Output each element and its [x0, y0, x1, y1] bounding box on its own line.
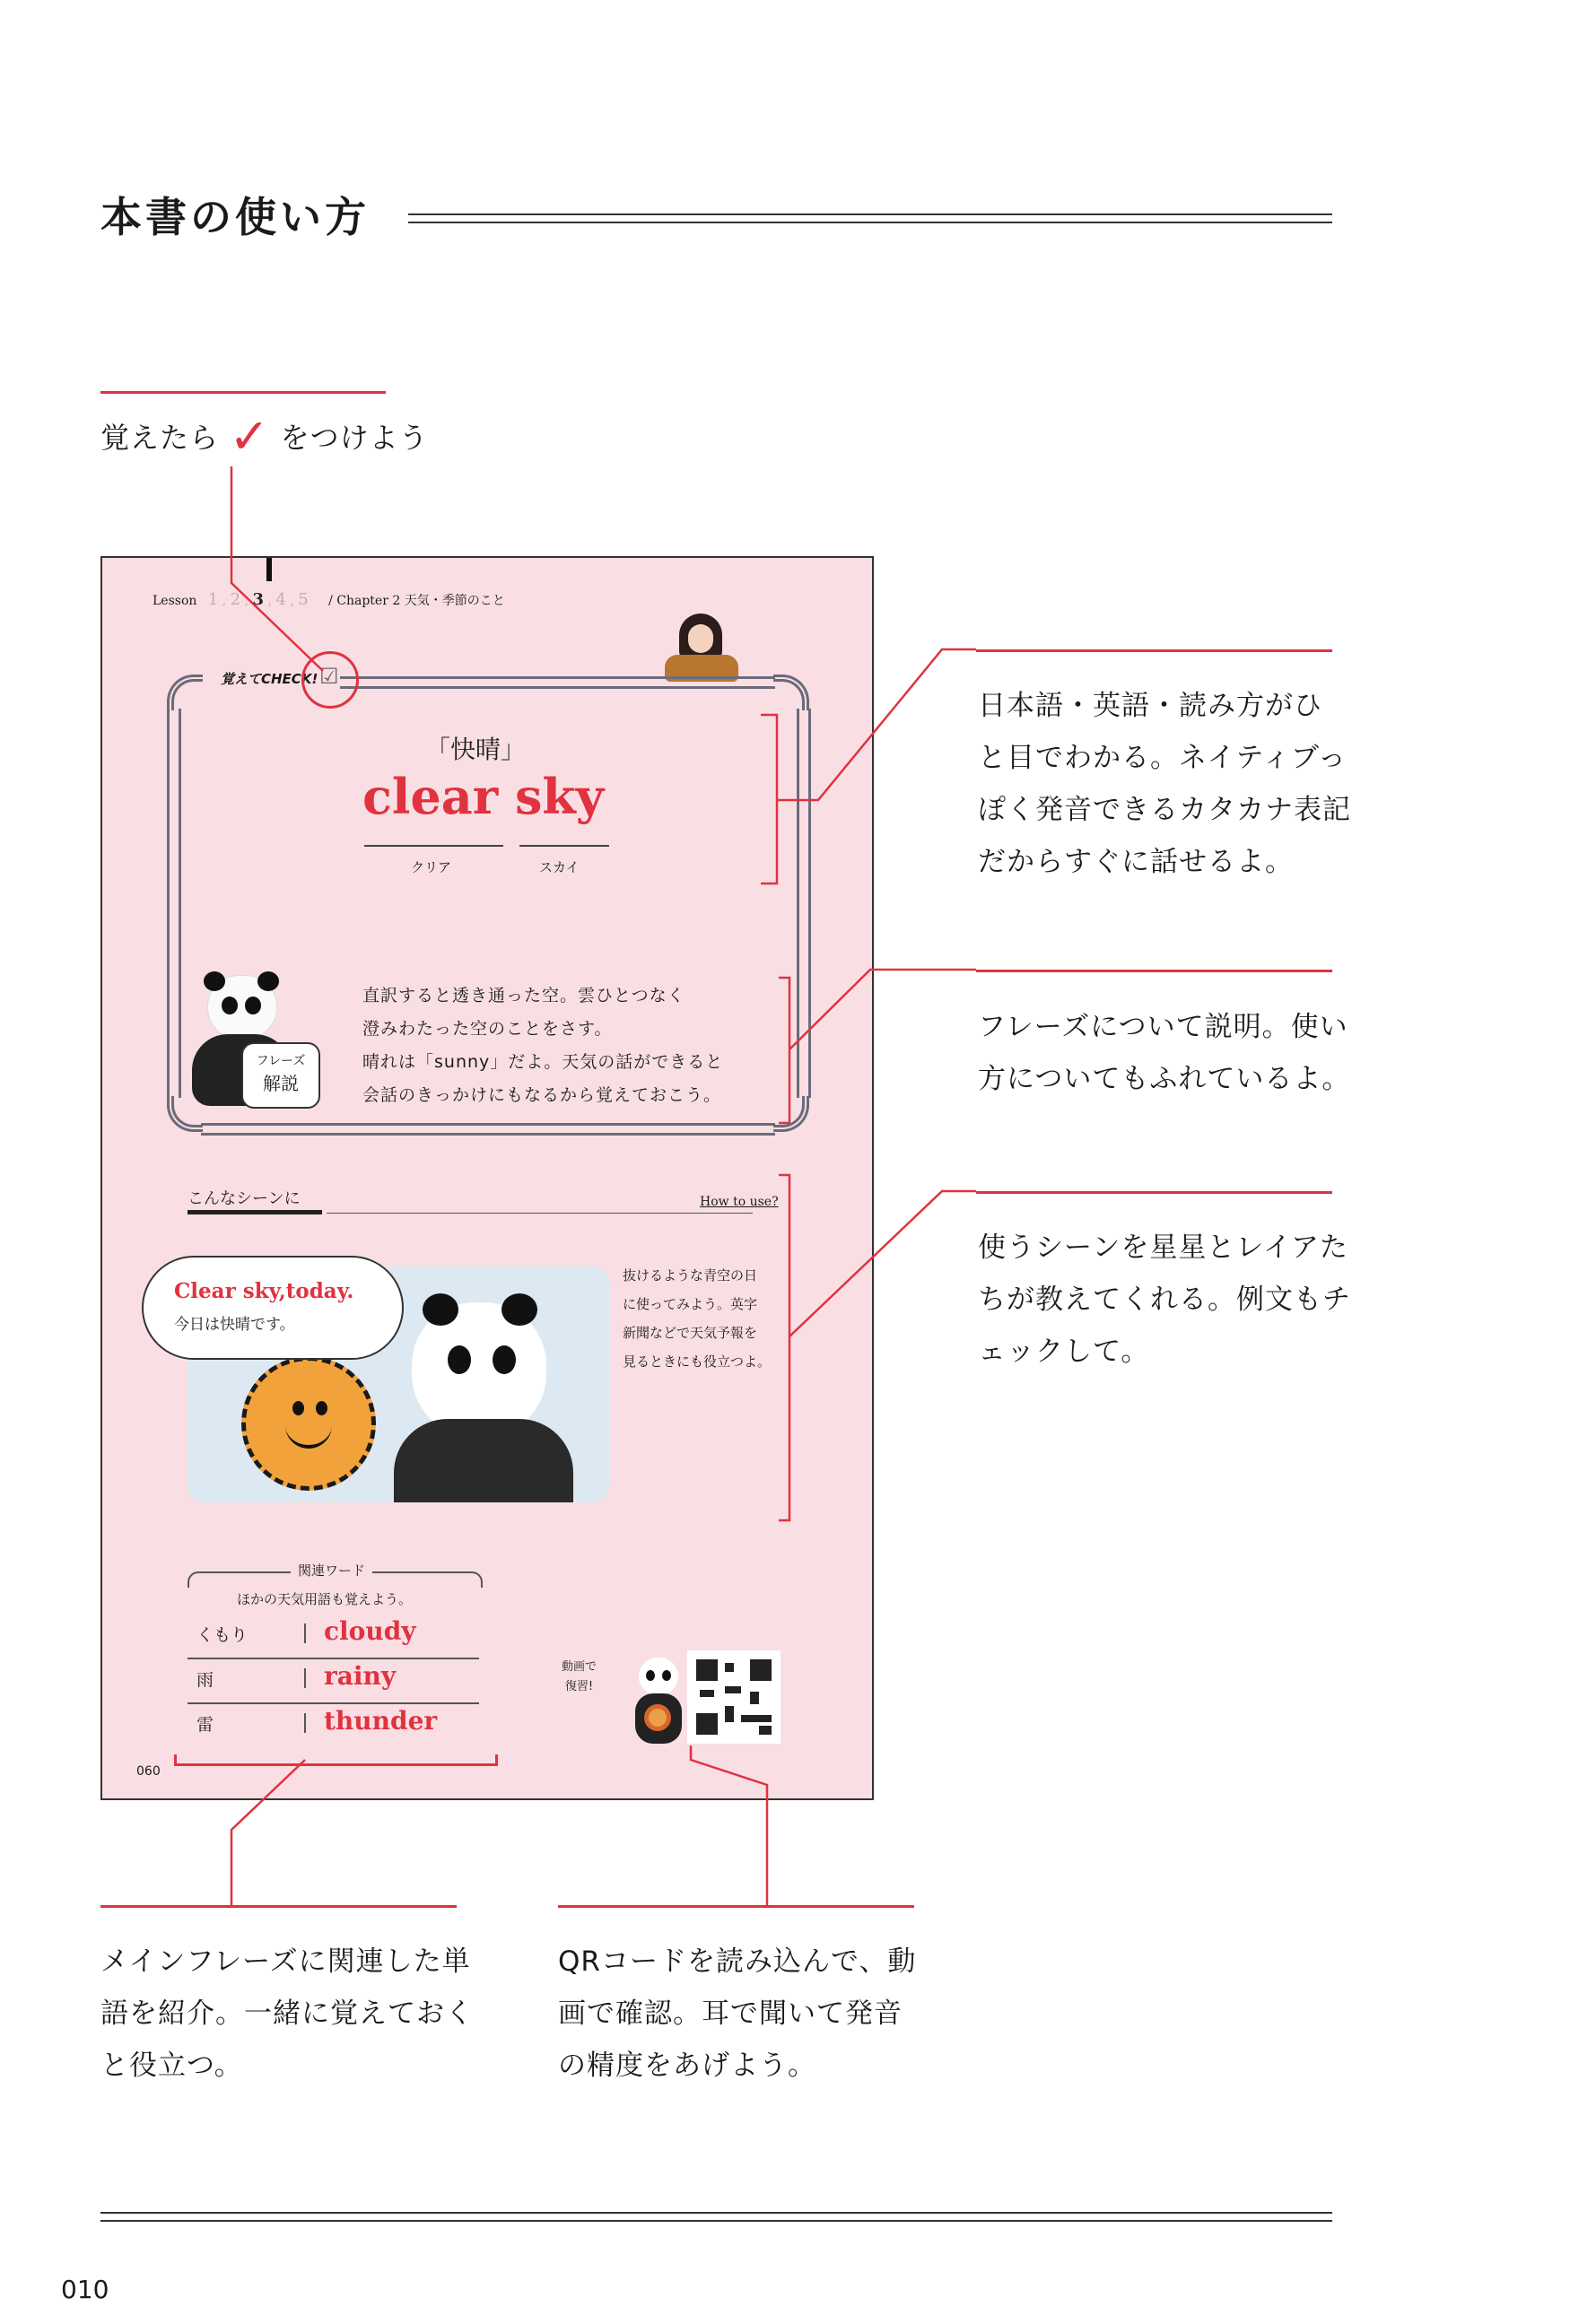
explain-badge-bottom: 解説	[263, 1073, 299, 1094]
related-en: rainy	[324, 1661, 397, 1691]
scene-note-line: に使ってみよう。英字	[623, 1296, 758, 1312]
scene-heading: こんなシーンに	[188, 1189, 301, 1208]
frame-corner	[773, 1096, 809, 1132]
annotation-rule-scene	[976, 1191, 1332, 1194]
annotation-line: 画で確認。耳で聞いて発音	[558, 1998, 903, 2030]
related-row	[188, 1702, 479, 1747]
lesson-sep: ,	[290, 594, 294, 608]
annotation-line: の精度をあげよう。	[558, 2050, 816, 2082]
frame-side	[167, 709, 181, 1098]
lesson-number[interactable]: 4	[275, 590, 286, 609]
annotation-line: 方についてもふれているよ。	[978, 1063, 1351, 1095]
explain-badge	[241, 1042, 320, 1109]
related-sep	[304, 1623, 306, 1643]
explanation-line: 会話のきっかけにもなるから覚えておこう。	[362, 1085, 722, 1105]
lesson-number[interactable]: 1	[207, 590, 219, 609]
scene-note-line: 抜けるような青空の日	[623, 1267, 758, 1284]
annotation-line: 使うシーンを星星とレイアた	[978, 1232, 1348, 1264]
lesson-sep: ,	[267, 594, 272, 608]
related-row	[188, 1613, 479, 1659]
annotation-line: フレーズについて説明。使い	[978, 1011, 1348, 1043]
check-label: 覚えてCHECK!	[221, 671, 318, 687]
check-highlight-ring	[301, 651, 359, 709]
reading-underline	[519, 845, 609, 847]
lesson-number-current[interactable]: 3	[252, 590, 265, 609]
related-ja: くもり	[196, 1625, 249, 1645]
annotation-line: メインフレーズに関連した単	[100, 1945, 471, 1978]
bubble-ja: 今日は快晴です。	[174, 1316, 295, 1334]
related-ja: 雷	[196, 1715, 214, 1735]
related-sub: ほかの天気用語も覚えよう。	[237, 1591, 413, 1607]
scene-note-line: 見るときにも役立つよ。	[623, 1353, 772, 1370]
related-bottom-bracket	[174, 1754, 498, 1766]
explanation-line: 直訳すると透き通った空。雲ひとつなく	[362, 986, 685, 1005]
lesson-header	[153, 590, 505, 609]
bookmark-tab	[266, 558, 272, 581]
page-number: 010	[61, 2275, 109, 2304]
annotation-rule-mid	[976, 970, 1332, 972]
annotation-line: だからすぐに話せるよ。	[978, 846, 1294, 878]
frame-corner	[773, 675, 809, 710]
related-ja: 雨	[196, 1670, 214, 1690]
lesson-number[interactable]: 5	[298, 590, 309, 609]
phrase-en: clear sky	[362, 768, 605, 825]
annotation-line: ェックして。	[978, 1336, 1150, 1368]
annotation-line: と役立つ。	[100, 2050, 243, 2082]
lesson-label: Lesson	[153, 594, 197, 608]
sample-page-number: 060	[136, 1764, 161, 1779]
bubble-en: Clear sky,today.	[174, 1279, 354, 1303]
frame-bottom-rule	[201, 1123, 775, 1136]
annotation-line: 語を紹介。一緒に覚えておく	[100, 1998, 474, 2030]
check-hint-after: をつけよう	[280, 421, 429, 455]
sun-sticker	[241, 1356, 376, 1491]
annotation-line: と目でわかる。ネイティブっ	[978, 742, 1348, 774]
related-en: cloudy	[324, 1616, 416, 1646]
annotation-line: ちが教えてくれる。例文もチ	[978, 1284, 1351, 1316]
phrase-ja: 「快晴」	[425, 735, 527, 764]
check-hint-before: 覚えたら	[100, 421, 220, 455]
related-sep	[304, 1668, 306, 1688]
check-hint-rule	[100, 391, 386, 394]
check-hint	[100, 408, 429, 465]
speech-bubble	[142, 1256, 404, 1360]
check-box-icon[interactable]: ☑	[319, 664, 339, 689]
scene-note	[623, 1261, 771, 1376]
mini-panda	[632, 1658, 685, 1747]
related-title: 関連ワード	[291, 1561, 372, 1580]
lesson-number[interactable]: 2	[230, 590, 241, 609]
explanation	[362, 979, 723, 1112]
reading-1: クリア	[411, 859, 452, 875]
chapter-label: / Chapter 2 天気・季節のこと	[328, 594, 505, 608]
annotation-line: QRコードを読み込んで、動	[558, 1945, 917, 1978]
lesson-sep: ,	[222, 594, 227, 608]
frame-top-rule	[340, 676, 775, 689]
reading-underline	[364, 845, 503, 847]
frame-corner	[167, 675, 203, 710]
annotation-rule-bottom-left	[100, 1905, 457, 1908]
girl-photo	[663, 612, 740, 683]
explanation-line: 晴れは「sunny」だよ。天気の話ができると	[362, 1052, 724, 1072]
explanation-line: 澄みわたった空のことをさす。	[362, 1019, 613, 1039]
scene-note-line: 新聞などで天気予報を	[623, 1325, 758, 1341]
video-label	[562, 1658, 597, 1697]
related-en: thunder	[324, 1706, 438, 1736]
annotation-rule-top	[976, 649, 1332, 652]
related-row	[188, 1658, 479, 1704]
footer-rule	[100, 2212, 1332, 2222]
explain-badge-top: フレーズ	[256, 1054, 306, 1068]
lesson-sep: ,	[244, 594, 249, 608]
annotation-mid-right	[978, 1001, 1350, 1105]
sample-page	[100, 556, 874, 1800]
annotation-scene-right	[978, 1222, 1351, 1378]
related-sep	[304, 1713, 306, 1733]
reading-2: スカイ	[539, 859, 580, 875]
annotation-rule-bottom-right	[558, 1905, 914, 1908]
annotation-bottom-right	[558, 1936, 916, 2092]
annotation-line: ぽく発音できるカタカナ表記	[978, 794, 1351, 826]
check-mark-icon: ✓	[229, 408, 271, 465]
how-to-use: How to use?	[700, 1195, 779, 1209]
annotation-bottom-left	[100, 1936, 474, 2092]
scene-rule	[327, 1213, 753, 1214]
page-title: 本書の使い方	[100, 193, 370, 241]
title-rule	[408, 213, 1332, 223]
video-label-line: 動画で	[562, 1660, 597, 1674]
scene-heading-underline	[188, 1210, 322, 1214]
frame-side	[797, 709, 811, 1098]
annotation-line: 日本語・英語・読み方がひ	[978, 690, 1322, 722]
annotation-top-right	[978, 680, 1351, 888]
qr-code[interactable]	[687, 1650, 781, 1744]
video-label-line: 復習!	[564, 1680, 594, 1693]
